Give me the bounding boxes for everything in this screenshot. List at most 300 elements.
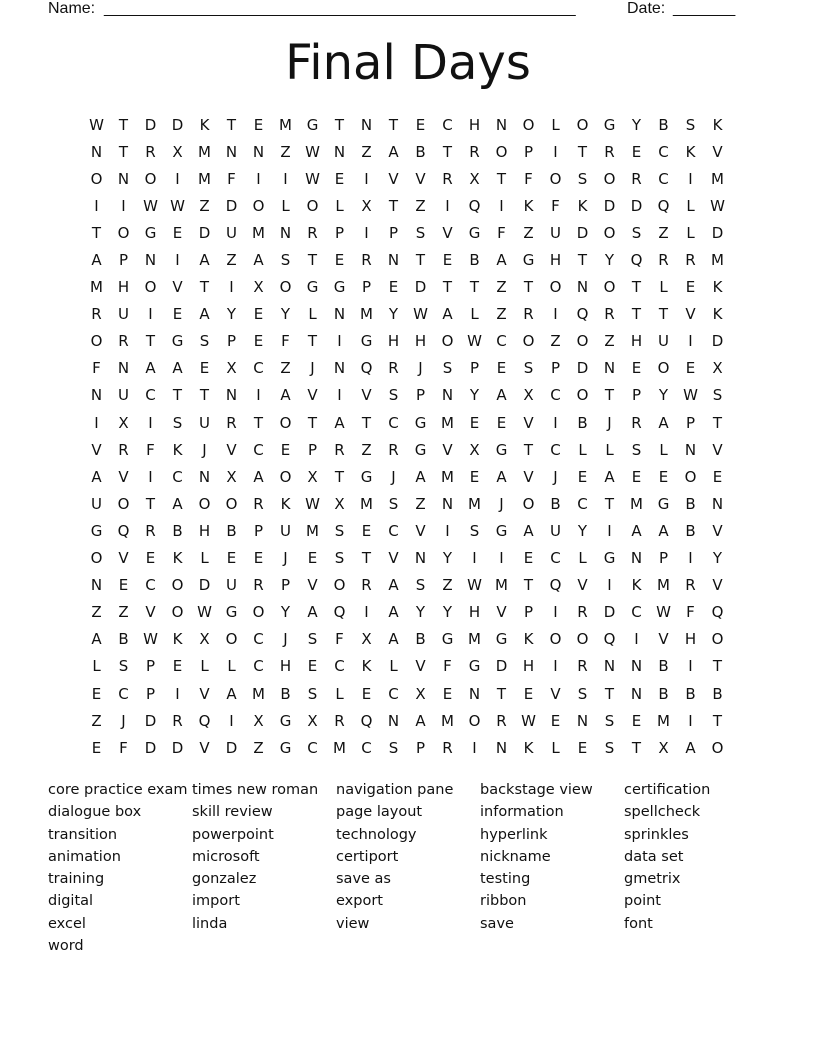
grid-letter: Y: [631, 115, 642, 134]
grid-letter: N: [441, 494, 454, 513]
grid-letter: T: [658, 305, 669, 324]
grid-letter: I: [229, 278, 234, 297]
grid-letter: S: [307, 684, 318, 703]
grid-letter: N: [225, 142, 238, 161]
grid-letter: F: [443, 657, 452, 676]
grid-letter: K: [172, 440, 183, 459]
grid-letter: T: [253, 413, 264, 432]
grid-letter: O: [90, 169, 103, 188]
grid-letter: W: [143, 630, 158, 649]
grid-letter: S: [523, 359, 534, 378]
grid-letter: I: [94, 196, 99, 215]
grid-letter: B: [685, 494, 696, 513]
grid-letter: V: [199, 738, 210, 757]
grid-letter: T: [523, 278, 534, 297]
grid-letter: P: [415, 386, 426, 405]
grid-letter: C: [388, 684, 399, 703]
grid-letter: V: [199, 684, 210, 703]
grid-letter: D: [225, 738, 238, 757]
grid-letter: H: [549, 251, 562, 270]
grid-letter: K: [712, 278, 723, 297]
grid-letter: P: [415, 738, 426, 757]
grid-letter: T: [388, 196, 399, 215]
grid-letter: C: [145, 576, 156, 595]
grid-letter: I: [256, 386, 261, 405]
grid-letter: Q: [711, 603, 724, 622]
grid-letter: O: [252, 196, 265, 215]
grid-letter: V: [577, 576, 588, 595]
grid-letter: I: [553, 657, 558, 676]
grid-letter: D: [576, 223, 589, 242]
word-bank-item: transition: [48, 826, 118, 843]
grid-letter: L: [335, 196, 344, 215]
grid-letter: N: [144, 251, 157, 270]
word-search-grid: [83, 111, 733, 761]
grid-letter: S: [415, 223, 426, 242]
word-bank-item: certification: [624, 782, 711, 798]
grid-letter: O: [576, 115, 589, 134]
grid-letter: O: [603, 169, 616, 188]
word-bank-item: nickname: [480, 848, 551, 865]
grid-letter: G: [414, 440, 427, 459]
grid-letter: U: [118, 305, 129, 324]
grid-letter: V: [415, 657, 426, 676]
grid-letter: L: [551, 738, 560, 757]
grid-letter: U: [199, 413, 210, 432]
grid-letter: W: [305, 494, 320, 513]
grid-letter: O: [549, 630, 562, 649]
grid-letter: P: [118, 251, 129, 270]
word-bank-item: times new roman: [192, 782, 319, 798]
grid-letter: Y: [442, 603, 453, 622]
grid-letter: N: [117, 359, 130, 378]
grid-letter: A: [604, 467, 615, 486]
grid-letter: R: [118, 440, 129, 459]
grid-letter: I: [553, 305, 558, 324]
grid-letter: L: [605, 440, 614, 459]
word-bank-item: navigation pane: [336, 782, 454, 798]
grid-letter: C: [388, 413, 399, 432]
grid-letter: L: [308, 305, 317, 324]
grid-letter: H: [522, 657, 535, 676]
grid-letter: J: [418, 359, 423, 378]
grid-letter: I: [175, 169, 180, 188]
grid-letter: T: [577, 251, 588, 270]
grid-letter: B: [685, 521, 696, 540]
word-bank-item: core practice exam: [48, 782, 188, 798]
grid-letter: H: [414, 332, 427, 351]
grid-letter: E: [415, 115, 426, 134]
grid-letter: T: [604, 684, 615, 703]
grid-letter: V: [118, 549, 129, 568]
grid-letter: F: [92, 359, 101, 378]
grid-letter: S: [388, 494, 399, 513]
grid-letter: V: [307, 386, 318, 405]
grid-letter: M: [441, 413, 454, 432]
grid-letter: T: [496, 684, 507, 703]
grid-letter: V: [496, 603, 507, 622]
word-bank-item: point: [624, 893, 661, 910]
grid-letter: Q: [549, 576, 562, 595]
grid-letter: T: [226, 115, 237, 134]
grid-letter: R: [442, 738, 453, 757]
word-bank-item: excel: [48, 915, 86, 932]
grid-letter: T: [307, 413, 318, 432]
grid-letter: F: [497, 223, 506, 242]
word-bank: [48, 779, 768, 957]
grid-letter: X: [361, 196, 372, 215]
grid-letter: J: [499, 494, 504, 513]
grid-letter: X: [307, 711, 318, 730]
word-bank-column: [624, 779, 768, 957]
grid-letter: V: [145, 603, 156, 622]
grid-letter: D: [144, 115, 157, 134]
grid-letter: R: [496, 711, 507, 730]
grid-letter: M: [90, 278, 103, 297]
grid-letter: T: [631, 305, 642, 324]
grid-letter: K: [712, 115, 723, 134]
grid-letter: G: [414, 413, 427, 432]
grid-letter: G: [306, 278, 319, 297]
grid-letter: F: [227, 169, 236, 188]
word-bank-column: [336, 779, 480, 957]
grid-letter: T: [307, 332, 318, 351]
grid-letter: M: [441, 467, 454, 486]
grid-letter: A: [91, 251, 102, 270]
grid-letter: R: [523, 305, 534, 324]
word-bank-item: page layout: [336, 804, 423, 821]
grid-letter: O: [522, 115, 535, 134]
grid-letter: E: [253, 115, 264, 134]
grid-letter: N: [90, 142, 103, 161]
grid-letter: Z: [496, 305, 507, 324]
grid-letter: O: [684, 467, 697, 486]
grid-letter: R: [145, 142, 156, 161]
grid-letter: N: [603, 359, 616, 378]
grid-letter: M: [711, 169, 724, 188]
grid-letter: P: [523, 142, 534, 161]
grid-letter: V: [550, 684, 561, 703]
grid-letter: R: [685, 251, 696, 270]
grid-letter: C: [253, 657, 264, 676]
grid-letter: T: [361, 413, 372, 432]
grid-letter: X: [199, 630, 210, 649]
grid-letter: F: [146, 440, 155, 459]
grid-letter: C: [253, 440, 264, 459]
grid-letter: P: [145, 684, 156, 703]
grid-letter: H: [387, 332, 400, 351]
grid-letter: I: [337, 386, 342, 405]
word-bank-item: training: [48, 871, 105, 888]
grid-letter: X: [226, 467, 237, 486]
grid-letter: G: [360, 467, 373, 486]
grid-letter: I: [256, 169, 261, 188]
grid-letter: C: [307, 738, 318, 757]
grid-letter: V: [415, 521, 426, 540]
grid-letter: R: [334, 440, 345, 459]
grid-letter: N: [603, 657, 616, 676]
grid-letter: K: [685, 142, 696, 161]
grid-letter: V: [442, 440, 453, 459]
word-bank-item: microsoft: [192, 848, 260, 865]
grid-letter: L: [470, 305, 479, 324]
grid-letter: N: [333, 305, 346, 324]
grid-letter: M: [198, 169, 211, 188]
grid-letter: L: [551, 115, 560, 134]
grid-letter: T: [631, 278, 642, 297]
grid-letter: V: [118, 467, 129, 486]
grid-letter: F: [686, 603, 695, 622]
grid-letter: B: [469, 251, 480, 270]
grid-letter: Z: [523, 223, 534, 242]
grid-letter: C: [496, 332, 507, 351]
word-bank-item: font: [624, 915, 653, 932]
grid-letter: D: [171, 115, 184, 134]
grid-letter: S: [604, 711, 615, 730]
grid-letter: V: [523, 413, 534, 432]
grid-letter: I: [499, 196, 504, 215]
grid-letter: G: [144, 223, 157, 242]
grid-letter: X: [523, 386, 534, 405]
date-label: Date:: [627, 0, 666, 17]
grid-letter: R: [604, 305, 615, 324]
grid-letter: Q: [468, 196, 481, 215]
word-bank-item: save as: [336, 871, 391, 888]
grid-letter: C: [361, 738, 372, 757]
grid-letter: L: [578, 549, 587, 568]
grid-letter: G: [306, 115, 319, 134]
grid-letter: I: [607, 576, 612, 595]
grid-letter: M: [468, 630, 481, 649]
grid-letter: R: [334, 711, 345, 730]
grid-letter: Y: [226, 305, 237, 324]
grid-letter: O: [279, 467, 292, 486]
grid-letter: S: [280, 251, 291, 270]
grid-letter: U: [226, 576, 237, 595]
grid-letter: N: [225, 386, 238, 405]
grid-letter: O: [144, 278, 157, 297]
grid-letter: Q: [576, 305, 589, 324]
grid-letter: G: [468, 223, 481, 242]
grid-letter: I: [175, 251, 180, 270]
grid-letter: T: [415, 251, 426, 270]
grid-letter: M: [657, 576, 670, 595]
grid-letter: E: [199, 359, 210, 378]
grid-letter: G: [225, 603, 238, 622]
grid-letter: W: [143, 196, 158, 215]
grid-letter: H: [468, 603, 481, 622]
grid-letter: Y: [388, 305, 399, 324]
grid-letter: O: [171, 576, 184, 595]
grid-letter: L: [281, 196, 290, 215]
grid-letter: V: [712, 142, 723, 161]
grid-letter: V: [415, 169, 426, 188]
grid-letter: V: [91, 440, 102, 459]
grid-letter: O: [522, 494, 535, 513]
grid-letter: G: [495, 521, 508, 540]
name-label: Name:: [48, 0, 96, 17]
grid-letter: O: [576, 630, 589, 649]
word-bank-item: information: [480, 804, 564, 821]
grid-letter: O: [549, 169, 562, 188]
grid-letter: Y: [469, 386, 480, 405]
grid-letter: G: [468, 657, 481, 676]
grid-letter: S: [334, 521, 345, 540]
grid-letter: O: [279, 413, 292, 432]
grid-letter: N: [333, 142, 346, 161]
grid-letter: E: [361, 521, 372, 540]
grid-letter: A: [334, 413, 345, 432]
grid-letter: T: [145, 494, 156, 513]
grid-letter: T: [442, 278, 453, 297]
grid-letter: S: [442, 359, 453, 378]
grid-letter: K: [172, 630, 183, 649]
grid-letter: J: [553, 467, 558, 486]
grid-letter: V: [172, 278, 183, 297]
grid-letter: E: [280, 440, 291, 459]
grid-letter: P: [145, 657, 156, 676]
grid-letter: I: [364, 169, 369, 188]
grid-letter: Y: [577, 521, 588, 540]
grid-letter: Z: [91, 711, 102, 730]
grid-letter: Z: [361, 440, 372, 459]
grid-letter: S: [415, 576, 426, 595]
grid-letter: S: [334, 549, 345, 568]
grid-letter: O: [144, 169, 157, 188]
grid-letter: A: [253, 251, 264, 270]
grid-letter: V: [712, 576, 723, 595]
grid-letter: W: [683, 386, 698, 405]
grid-letter: A: [199, 305, 210, 324]
grid-letter: T: [604, 494, 615, 513]
grid-letter: T: [361, 549, 372, 568]
grid-letter: T: [631, 738, 642, 757]
grid-letter: O: [522, 332, 535, 351]
grid-letter: T: [604, 386, 615, 405]
grid-letter: J: [310, 359, 315, 378]
grid-letter: Z: [415, 494, 426, 513]
grid-letter: E: [523, 684, 534, 703]
grid-letter: A: [388, 630, 399, 649]
grid-letter: E: [361, 684, 372, 703]
grid-letter: Z: [199, 196, 210, 215]
grid-letter: Y: [604, 251, 615, 270]
grid-letter: Q: [630, 251, 643, 270]
header-row: [48, 0, 748, 20]
grid-letter: A: [631, 521, 642, 540]
grid-letter: E: [523, 549, 534, 568]
grid-letter: R: [658, 251, 669, 270]
grid-letter: V: [523, 467, 534, 486]
grid-letter: M: [306, 521, 319, 540]
grid-letter: W: [197, 603, 212, 622]
word-bank-item: gmetrix: [624, 871, 681, 888]
grid-letter: N: [90, 576, 103, 595]
grid-letter: P: [469, 359, 480, 378]
grid-letter: J: [283, 630, 288, 649]
grid-letter: W: [170, 196, 185, 215]
grid-letter: C: [253, 630, 264, 649]
grid-letter: G: [603, 115, 616, 134]
grid-letter: V: [658, 630, 669, 649]
grid-letter: Z: [280, 142, 291, 161]
grid-letter: Z: [361, 142, 372, 161]
word-bank-item: spellcheck: [624, 804, 701, 821]
word-bank-item: linda: [192, 915, 228, 932]
grid-letter: K: [280, 494, 291, 513]
grid-letter: Z: [442, 576, 453, 595]
word-bank-item: digital: [48, 893, 94, 910]
grid-letter: V: [226, 440, 237, 459]
grid-letter: I: [688, 711, 693, 730]
grid-letter: Z: [91, 603, 102, 622]
grid-letter: K: [712, 305, 723, 324]
grid-letter: V: [307, 576, 318, 595]
grid-letter: Z: [253, 738, 264, 757]
grid-letter: X: [253, 711, 264, 730]
grid-letter: Y: [280, 603, 291, 622]
grid-letter: P: [334, 223, 345, 242]
grid-letter: P: [388, 223, 399, 242]
grid-letter: T: [118, 115, 129, 134]
grid-letter: E: [172, 223, 183, 242]
grid-letter: E: [685, 359, 696, 378]
grid-letter: T: [307, 251, 318, 270]
grid-letter: E: [631, 142, 642, 161]
grid-letter: G: [603, 549, 616, 568]
grid-letter: C: [442, 115, 453, 134]
grid-letter: A: [91, 467, 102, 486]
grid-letter: A: [388, 603, 399, 622]
grid-letter: K: [172, 549, 183, 568]
grid-letter: E: [91, 684, 102, 703]
grid-letter: T: [145, 332, 156, 351]
grid-letter: N: [576, 278, 589, 297]
grid-letter: R: [145, 521, 156, 540]
grid-letter: L: [686, 196, 695, 215]
grid-letter: T: [523, 576, 534, 595]
grid-letter: B: [658, 115, 669, 134]
word-bank-item: testing: [480, 871, 531, 888]
grid-letter: E: [253, 332, 264, 351]
grid-letter: V: [712, 440, 723, 459]
grid-letter: A: [172, 359, 183, 378]
grid-letter: N: [387, 711, 400, 730]
grid-letter: E: [658, 467, 669, 486]
grid-letter: C: [577, 494, 588, 513]
grid-letter: S: [577, 684, 588, 703]
grid-letter: R: [577, 603, 588, 622]
grid-letter: E: [334, 169, 345, 188]
grid-letter: B: [118, 630, 129, 649]
grid-letter: W: [305, 142, 320, 161]
grid-letter: M: [360, 305, 373, 324]
word-bank-item: gonzalez: [192, 871, 257, 888]
grid-letter: X: [172, 142, 183, 161]
grid-letter: D: [414, 278, 427, 297]
grid-letter: U: [550, 521, 561, 540]
grid-letter: D: [171, 738, 184, 757]
word-bank-column: [192, 779, 336, 957]
grid-letter: S: [388, 386, 399, 405]
grid-letter: C: [334, 657, 345, 676]
grid-letter: X: [253, 278, 264, 297]
grid-letter: M: [198, 142, 211, 161]
grid-letter: I: [364, 223, 369, 242]
grid-letter: K: [361, 657, 372, 676]
grid-letter: M: [252, 223, 265, 242]
grid-letter: M: [711, 251, 724, 270]
